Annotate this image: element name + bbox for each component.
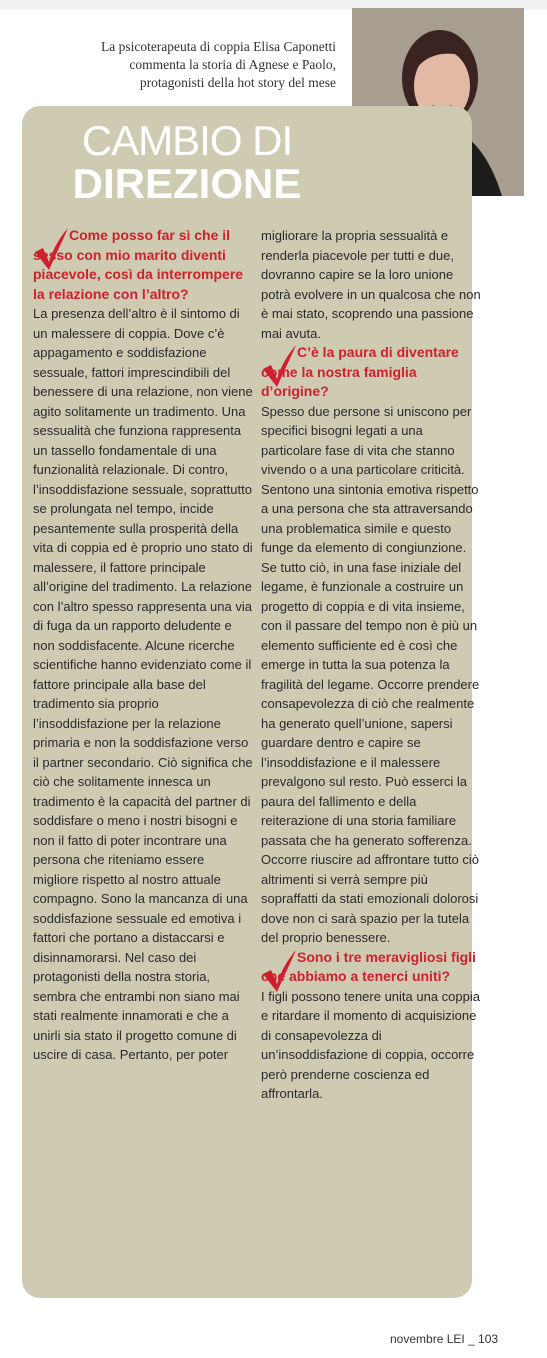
question-1-text: Come posso far sì che il sesso con mio marito diventi piacevole, così da interrompere la relazione con l’altro? [33,227,244,302]
answer-3: I figli possono tenere unita una coppia e ritardare il momento di acquisizione di consapevolezza di un’insoddisfazione di coppia, occorre però prenderne coscienza ed affrontarla. [261,988,480,1101]
question-1 [33,226,253,304]
question-3-text: Sono i tre meravigliosi figli che abbiamo a tenerci uniti? [261,948,476,984]
intro-caption [40,38,336,92]
column-left [33,226,253,1065]
intro-line-2: commenta la storia di Agnese e Paolo, [129,57,336,72]
question-3 [261,948,481,987]
checkmark-icon [261,948,297,994]
intro-line-3: protagonisti della hot story del mese [139,75,336,90]
checkmark-icon [33,226,69,272]
answer-1: La presenza dell’altro è il sintomo di un malessere di coppia. Dove c’è appagamento e soddisfazione sessuale, fattori imprescindibili del benessere di una relazione, non viene agito solitamente un tradimento. Una sessualità che funziona rappresenta un tassello fondamentale di una funzionalità relazionale. Di contro, l’insoddisfazione sessuale, soprattutto se prolungata nel tempo, incide pesantemente sulla prosperità della vita di coppia ed è proprio uno stato di malessere, il fattore principale all’origine del tradimento. La relazione con l’altro spesso rappresenta una via di fuga da un rapporto deludente e non soddisfacente. Alcune ricerche scientifiche hanno evidenziato come il fattore principale alla base del tradimento sia proprio l’insoddisfazione per la relazione primaria e non la soddisfazione verso il partner secondario. Ciò significa che ciò che solitamente innesca un tradimento è la capacità del partner di soddisfare o meno i nostri bisogni e non il fatto di poter incontrare una persona che riteniamo essere migliore rispetto al nostro attuale compagno. Sono la mancanza di una soddisfazione sessuale ed emotiva i fattori che portano a distaccarsi e disinnamorarsi. Nel caso dei protagonisti della nostra storia, sembra che entrambi non siano mai stati realmente innamorati e che a unirli sia stato il progetto comune di uscire di casa. Pertanto, per poter [33,306,253,1062]
answer-1-continued: migliorare la propria sessualità e renderla piacevole per tutti e due, dovranno capire se la loro unione potrà evolvere in un qualcosa che non è mai stato, scoprendo una passione mai avuta. [261,228,481,341]
page-footer: novembre LEI _ 103 [390,1332,499,1346]
question-2-text: C’è la paura di diventare come la nostra famiglia d’origine? [261,344,459,399]
column-right [261,226,481,1104]
checkmark-icon [261,343,297,389]
question-2 [261,343,481,402]
title-line-1: CAMBIO DI [81,117,293,164]
title-line-2: DIREZIONE [72,160,302,207]
intro-line-1: La psicoterapeuta di coppia Elisa Caponetti [100,39,336,54]
answer-2: Spesso due persone si uniscono per specifici bisogni legati a una particolare fase di vita che stanno vivendo o a una particolare criticità. Sentono una sintonia emotiva rispetto a una persona che sta attraversando una problematica simile e questo funge da elemento di congiunzione. Se tutto ciò, in una fase iniziale del legame, è funzionale a costruire un progetto di coppia e di vita insieme, con il passare del tempo non è più un elemento sufficiente ed è così che emerge in tutta la sua potenza la fragilità del legame. Occorre prendere consapevolezza di ciò che realmente ha generato quell’unione, sapersi guardare dentro e capire se l’insoddisfazione e il malessere prevalgono sul resto. Può esserci la paura del fallimento e della reiterazione di una storia familiare passata che ha generato sofferenza. Occorre riuscire ad affrontare tutto ciò altrimenti si verrà sempre più sopraffatti da stati emozionali dolorosi dove non ci sarà spazio per la tutela del proprio benessere. [261,403,480,945]
